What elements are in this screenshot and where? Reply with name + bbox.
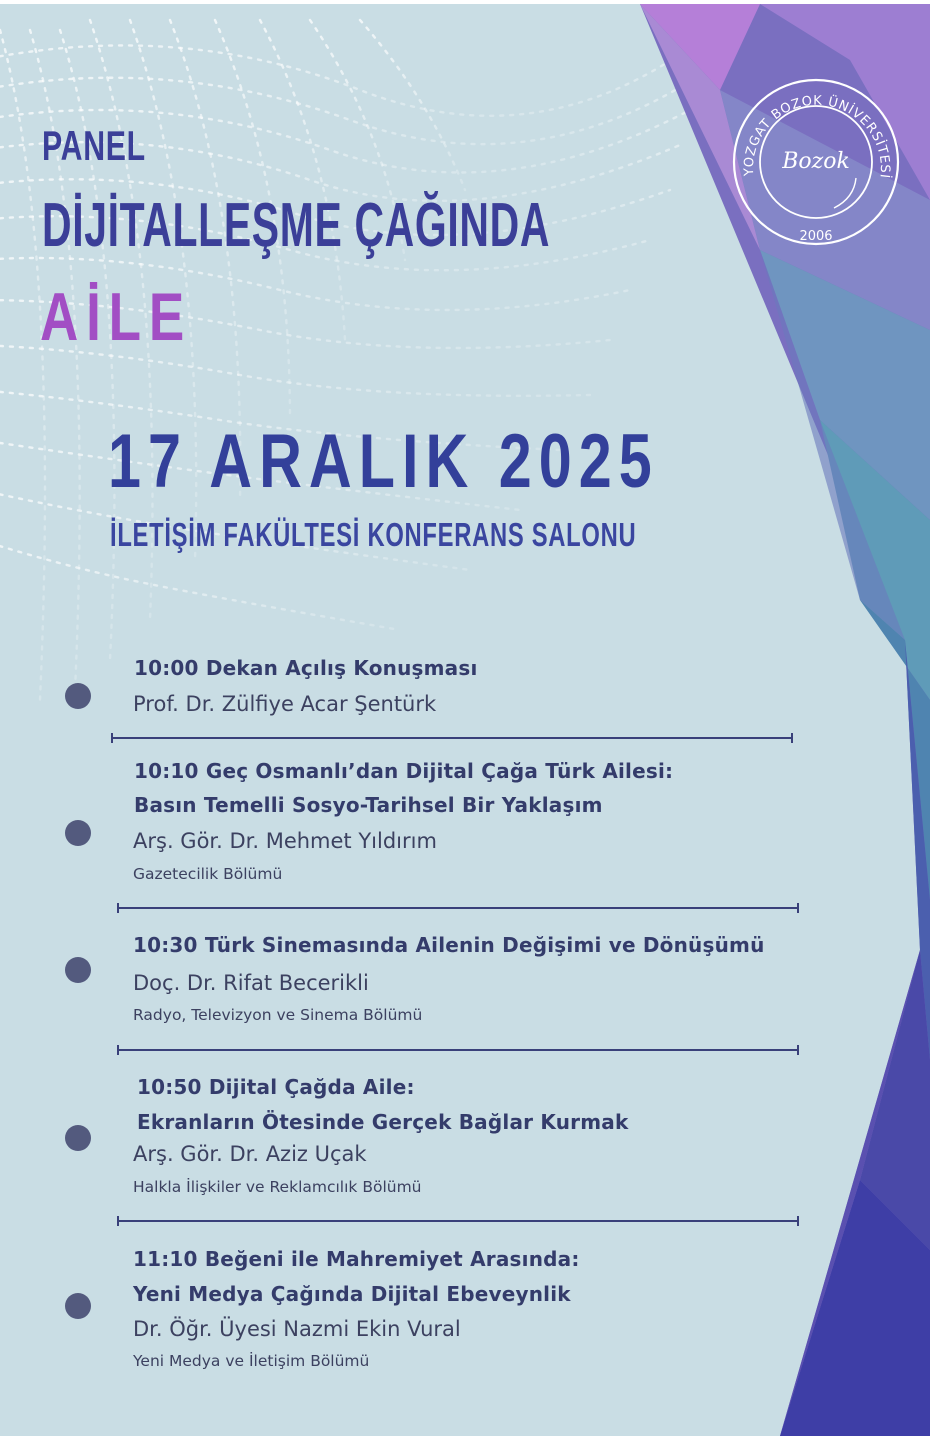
panel-label: PANEL [42, 122, 146, 169]
program-divider [117, 1220, 799, 1222]
timeline-bullet [65, 1293, 91, 1319]
event-venue: İLETİŞİM FAKÜLTESİ KONFERANS SALONU [110, 516, 637, 553]
program-divider [111, 737, 793, 739]
program-department: Halkla İlişkiler ve Reklamcılık Bölümü [133, 1178, 422, 1196]
program-title: 10:50 Dijital Çağda Aile: [137, 1075, 415, 1099]
timeline-bullet [65, 957, 91, 983]
program-speaker: Arş. Gör. Dr. Aziz Uçak [133, 1142, 367, 1166]
program-speaker: Dr. Öğr. Üyesi Nazmi Ekin Vural [133, 1317, 461, 1341]
timeline-bullet [65, 1125, 91, 1151]
event-date: 17 ARALIK 2025 [108, 419, 659, 504]
program-divider [117, 1049, 799, 1051]
seal-script-word: Bozok [782, 149, 850, 174]
page-title: DİJİTALLEŞME ÇAĞINDA [42, 191, 551, 260]
program-divider [117, 907, 799, 909]
program-title: Ekranların Ötesinde Gerçek Bağlar Kurmak [137, 1110, 629, 1134]
program-department: Yeni Medya ve İletişim Bölümü [133, 1352, 370, 1370]
page-title-accent: AİLE [40, 279, 193, 355]
program-title: 10:10 Geç Osmanlı’dan Dijital Çağa Türk Ailesi: [134, 759, 674, 783]
seal-university-text: YOZGAT BOZOK ÜNİVERSİTESİ [741, 93, 893, 180]
program-speaker: Prof. Dr. Zülfiye Acar Şentürk [133, 692, 437, 716]
university-seal-logo [730, 76, 902, 248]
seal-year: 2006 [799, 229, 833, 244]
program-speaker: Arş. Gör. Dr. Mehmet Yıldırım [133, 829, 437, 853]
program-title: 11:10 Beğeni ile Mahremiyet Arasında: [133, 1247, 580, 1271]
program-title: 10:30 Türk Sinemasında Ailenin Değişimi ve Dönüşümü [133, 933, 765, 957]
top-white-band [0, 0, 930, 4]
program-speaker: Doç. Dr. Rifat Becerikli [133, 971, 369, 995]
program-department: Gazetecilik Bölümü [133, 865, 283, 883]
program-title: Basın Temelli Sosyo-Tarihsel Bir Yaklaşım [134, 793, 603, 817]
timeline-bullet [65, 820, 91, 846]
program-department: Radyo, Televizyon ve Sinema Bölümü [133, 1006, 423, 1024]
program-title: Yeni Medya Çağında Dijital Ebeveynlik [133, 1282, 571, 1306]
program-title: 10:00 Dekan Açılış Konuşması [134, 656, 478, 680]
timeline-bullet [65, 683, 91, 709]
